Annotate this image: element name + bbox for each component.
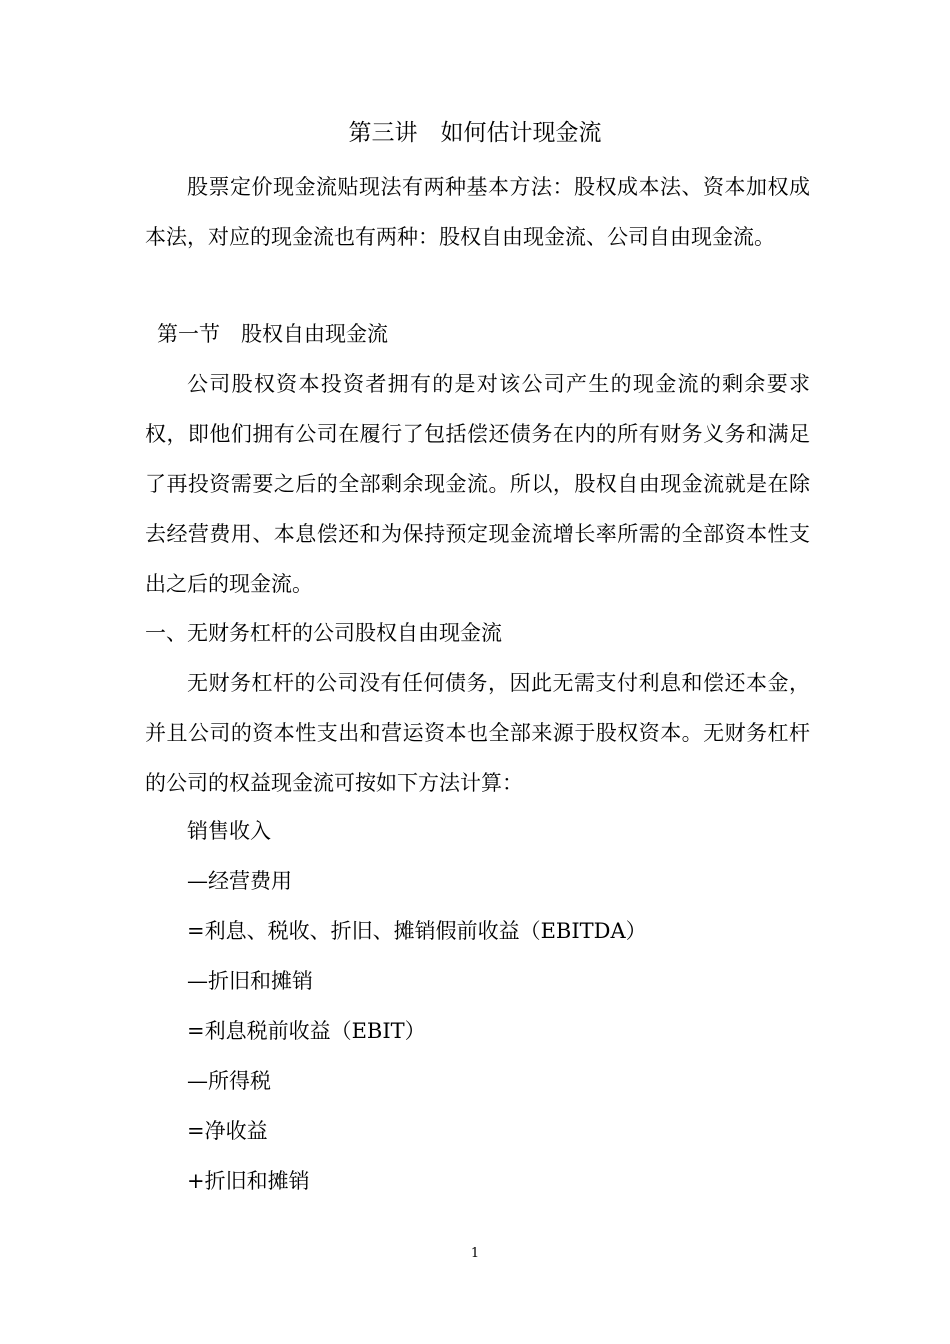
formula-line: 销售收入: [187, 819, 271, 843]
paragraph-unlevered-firm: 无财务杠杆的公司没有任何债务，因此无需支付利息和偿还本金，并且公司的资本性支出和营运资本也全部来源于股权资本。无财务杠杆的公司的权益现金流可按如下方法计算：: [145, 671, 810, 795]
formula-line: =利息、税收、折旧、摊销假前收益（EBITDA）: [187, 919, 647, 943]
lecture-title: 第三讲 如何估计现金流: [348, 120, 602, 146]
formula-line: —所得税: [187, 1069, 271, 1093]
formula-line: +折旧和摊销: [187, 1169, 310, 1193]
page-number: 1: [470, 1246, 480, 1261]
formula-line: —折旧和摊销: [187, 969, 313, 993]
intro-paragraph: 股票定价现金流贴现法有两种基本方法：股权成本法、资本加权成本法，对应的现金流也有两种：股权自由现金流、公司自由现金流。: [145, 175, 810, 249]
formula-line: —经营费用: [187, 869, 292, 893]
paragraph-fcfe-definition: 公司股权资本投资者拥有的是对该公司产生的现金流的剩余要求权，即他们拥有公司在履行了包括偿还债务在内的所有财务义务和满足了再投资需要之后的全部剩余现金流。所以，股权自由现金流就是在除去经营费用、本息偿还和为保持预定现金流增长率所需的全部资本性支出之后的现金流。: [145, 372, 810, 596]
section-title: 第一节 股权自由现金流: [157, 322, 388, 346]
subheading-unlevered-fcfe: 一、无财务杠杆的公司股权自由现金流: [145, 621, 502, 645]
formula-line: =利息税前收益（EBIT）: [187, 1019, 426, 1043]
cash-flow-formula: [187, 806, 647, 1206]
formula-line: =净收益: [187, 1119, 268, 1143]
